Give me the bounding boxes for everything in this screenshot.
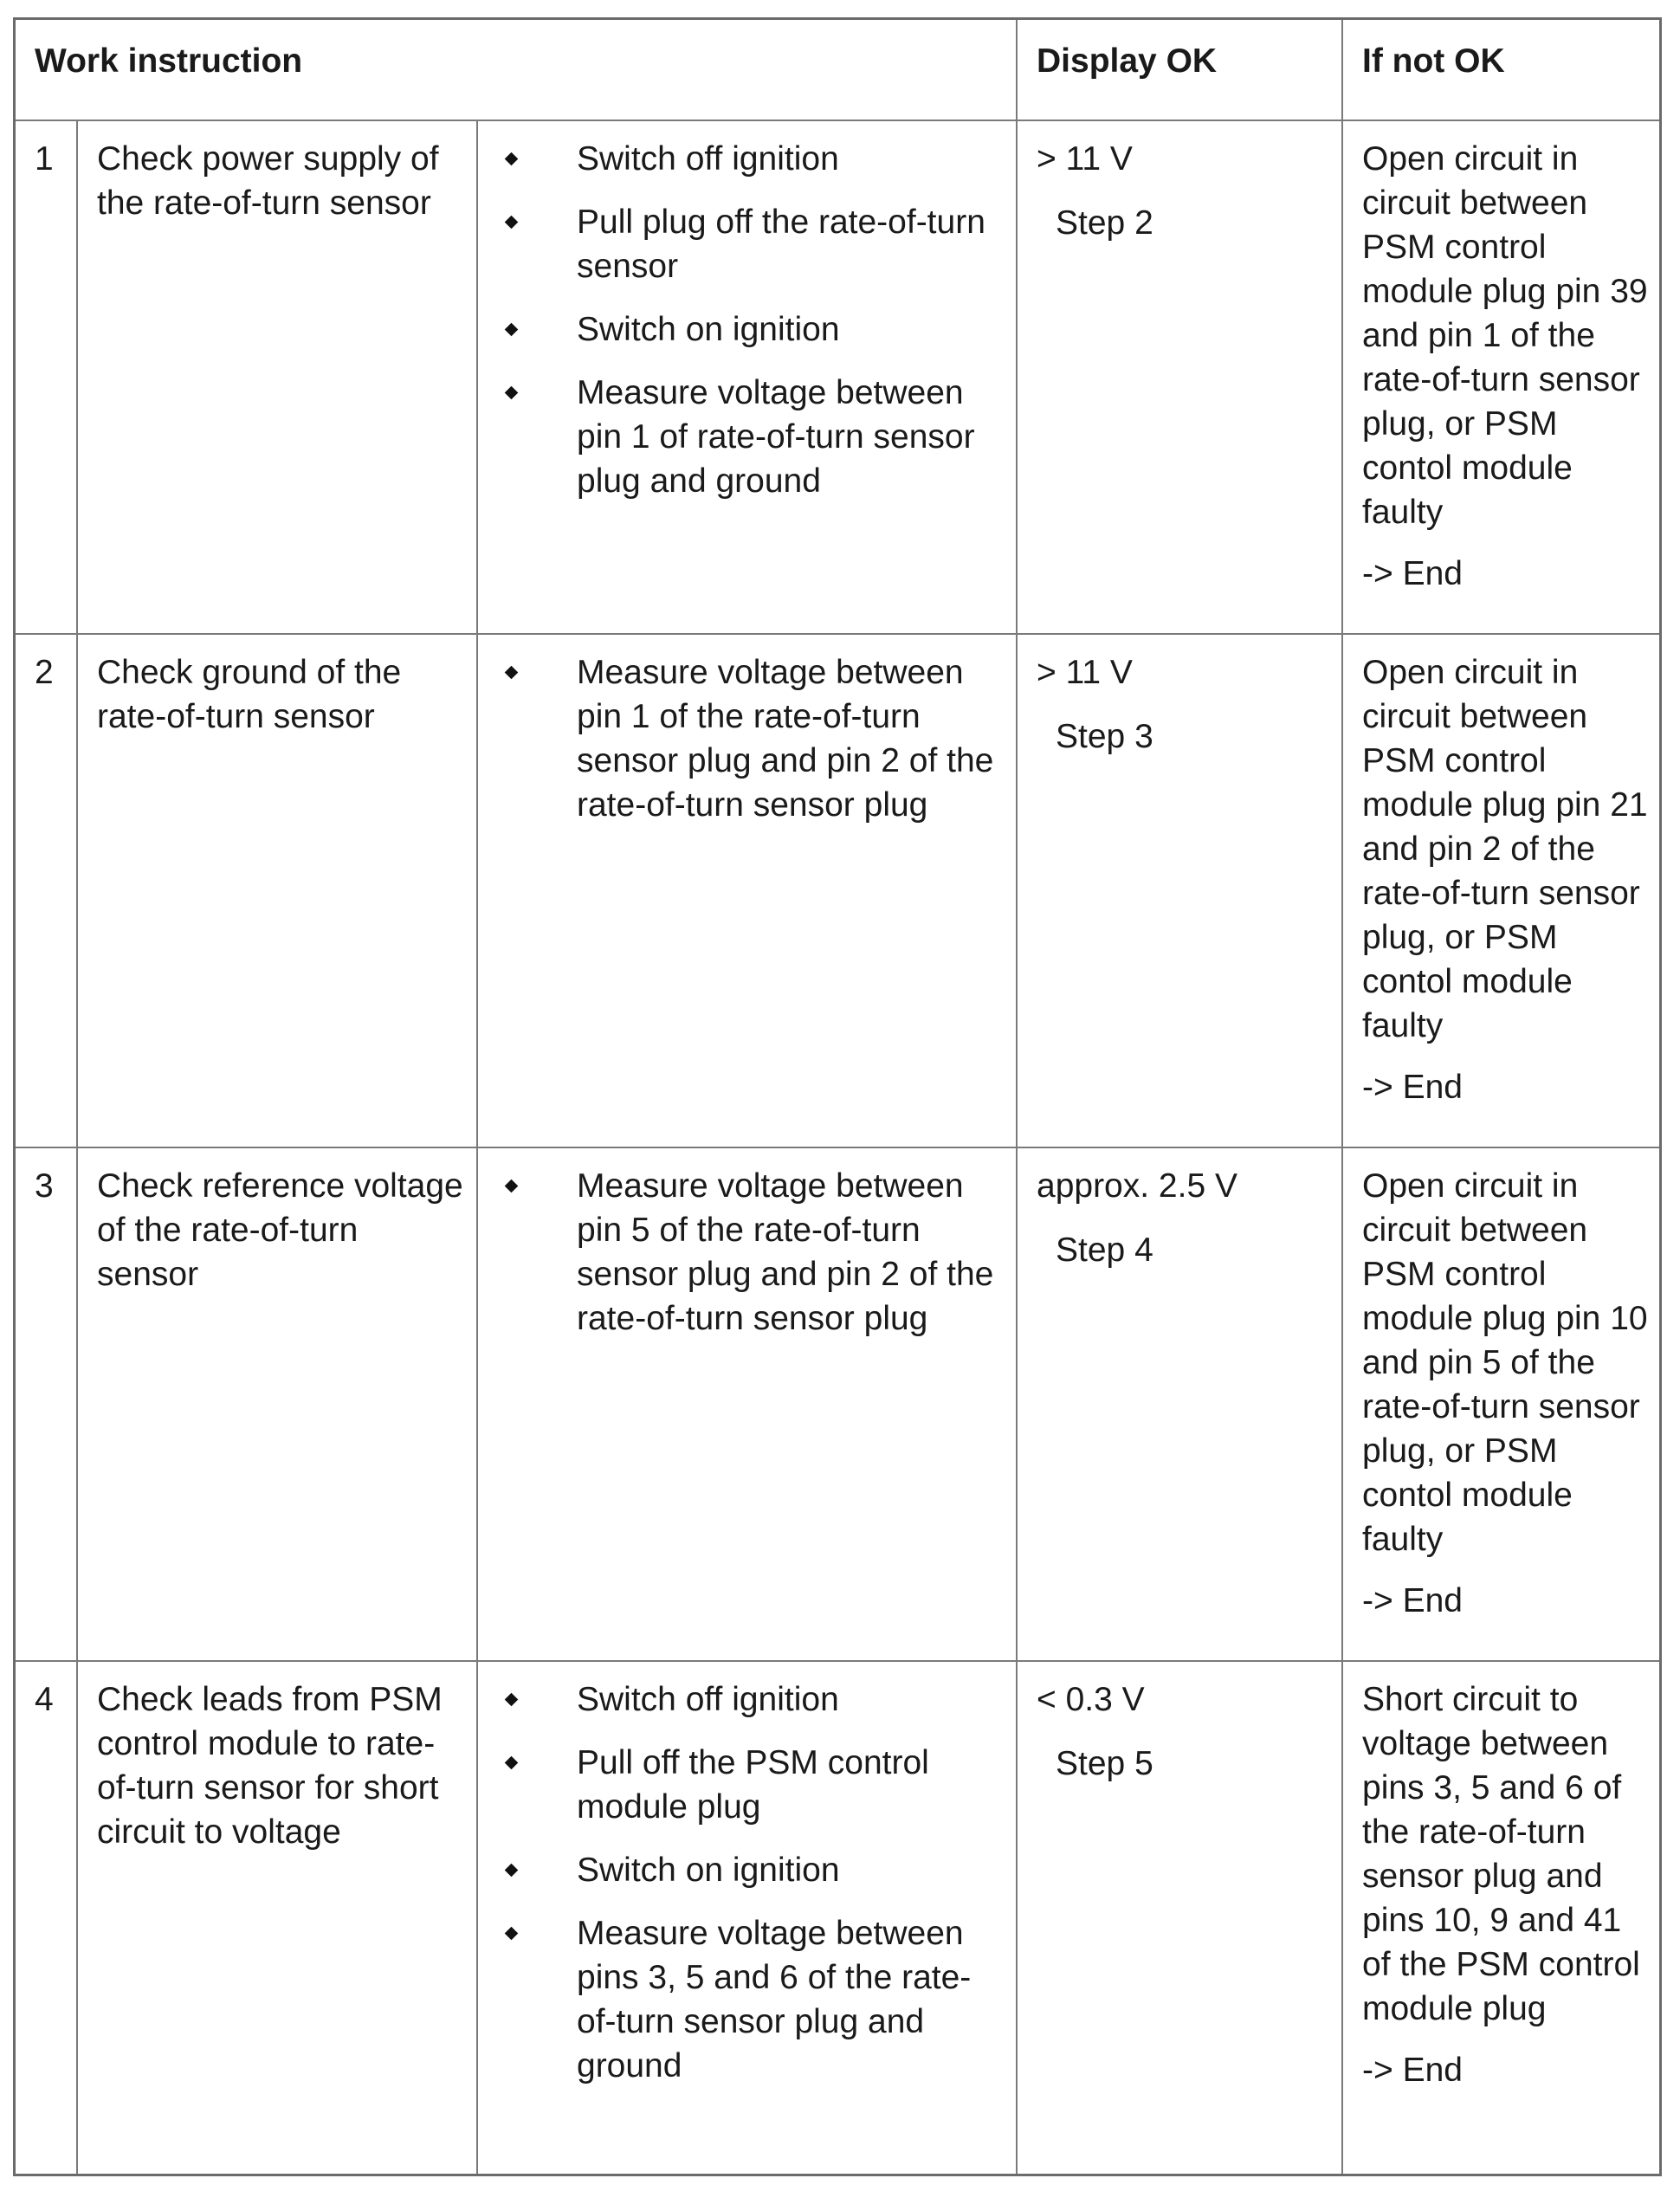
diamond-bullet-icon [495,371,577,503]
step-number: 1 [16,121,78,635]
header-if-not-ok: If not OK [1343,20,1659,121]
display-value: > 11 V [1037,140,1133,178]
diamond-bullet-icon [495,1164,577,1341]
step-title: Check reference voltage of the rate-of-turn sensor [78,1148,478,1662]
end-marker: -> End [1362,555,1463,592]
action-item [495,1677,1007,1722]
end-marker: -> End [1362,2052,1463,2089]
if-not-ok-cell [1343,1662,1659,2174]
diamond-bullet-icon [495,307,577,352]
if-not-ok-cell [1343,635,1659,1148]
action-item [495,1911,1007,2088]
diamond-bullet-icon [495,1741,577,1829]
step-number: 3 [16,1148,78,1662]
fault-description: Short circuit to voltage between pins 3, 5 and 6 of the rate-of-turn sensor plug and pins 10, 9 and 41 of the PSM control module plug [1362,1681,1640,2027]
display-value: approx. 2.5 V [1037,1167,1237,1205]
display-value: > 11 V [1037,654,1133,691]
diamond-bullet-icon [495,650,577,827]
action-item [495,200,1007,288]
action-item [495,1848,1007,1892]
end-marker: -> End [1362,1582,1463,1619]
action-text: Switch off ignition [577,1681,839,1718]
action-item [495,1164,1007,1341]
action-text: Switch on ignition [577,311,840,348]
diamond-bullet-icon [495,1911,577,2088]
display-value: < 0.3 V [1037,1681,1145,1718]
next-step: Step 3 [1056,718,1153,755]
step-number: 4 [16,1662,78,2174]
diamond-bullet-icon [495,1848,577,1892]
step-number: 2 [16,635,78,1148]
step-title: Check ground of the rate-of-turn sensor [78,635,478,1148]
action-item [495,307,1007,352]
display-ok-cell [1018,635,1343,1148]
fault-description: Open circuit in circuit between PSM control module plug pin 39 and pin 1 of the rate-of-turn sensor plug, or PSM contol module faulty [1362,140,1648,531]
step-actions [478,635,1018,1148]
diamond-bullet-icon [495,1677,577,1722]
action-item [495,137,1007,181]
next-step: Step 4 [1056,1231,1153,1269]
action-item [495,1741,1007,1829]
step-title: Check leads from PSM control module to rate-of-turn sensor for short circuit to voltage [78,1662,478,2174]
step-actions [478,1662,1018,2174]
display-ok-cell [1018,1662,1343,2174]
fault-description: Open circuit in circuit between PSM control module plug pin 21 and pin 2 of the rate-of-turn sensor plug, or PSM contol module faulty [1362,654,1648,1044]
action-text: Switch off ignition [577,140,839,178]
step-actions [478,1148,1018,1662]
step-title: Check power supply of the rate-of-turn sensor [78,121,478,635]
diamond-bullet-icon [495,137,577,181]
if-not-ok-cell [1343,121,1659,635]
fault-description: Open circuit in circuit between PSM control module plug pin 10 and pin 5 of the rate-of-turn sensor plug, or PSM contol module faulty [1362,1167,1648,1558]
action-text: Measure voltage between pin 5 of the rate-of-turn sensor plug and pin 2 of the rate-of-turn sensor plug [577,1167,994,1337]
if-not-ok-cell [1343,1148,1659,1662]
action-text: Measure voltage between pin 1 of the rate-of-turn sensor plug and pin 2 of the rate-of-turn sensor plug [577,654,994,824]
action-text: Measure voltage between pins 3, 5 and 6 of the rate-of-turn sensor plug and ground [577,1915,972,2084]
work-instruction-table [13,17,1662,2176]
action-text: Pull plug off the rate-of-turn sensor [577,204,985,285]
end-marker: -> End [1362,1069,1463,1106]
action-text: Switch on ignition [577,1852,840,1889]
action-text: Measure voltage between pin 1 of rate-of-turn sensor plug and ground [577,374,975,500]
display-ok-cell [1018,1148,1343,1662]
action-item [495,371,1007,503]
display-ok-cell [1018,121,1343,635]
header-work-instruction: Work instruction [16,20,1018,121]
diamond-bullet-icon [495,200,577,288]
step-actions [478,121,1018,635]
action-item [495,650,1007,827]
next-step: Step 5 [1056,1745,1153,1782]
header-display-ok: Display OK [1018,20,1343,121]
next-step: Step 2 [1056,204,1153,242]
action-text: Pull off the PSM control module plug [577,1744,929,1826]
